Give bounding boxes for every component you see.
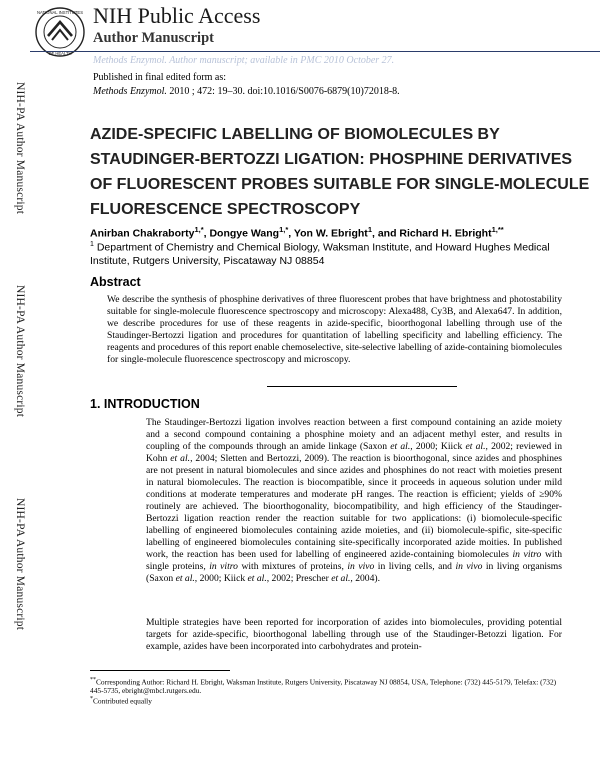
footnote xyxy=(90,676,560,695)
footnote-text: Contributed equally xyxy=(93,696,152,706)
introduction-heading: 1. INTRODUCTION xyxy=(90,397,200,411)
footnote-rule xyxy=(90,670,230,671)
footnote-text: Corresponding Author: Richard H. Ebright, Waksman Institute, Rutgers University, Piscataway NJ 08854, USA, Telephone: (732) 445-5179, Telefax: (732) 445-5735, ebright@mbcl.rutgers.edu. xyxy=(90,677,557,696)
footnote-sup: ** xyxy=(90,677,96,683)
availability-note: Methods Enzymol. Author manuscript; available in PMC 2010 October 27. xyxy=(93,55,395,66)
citation-details: 2010 ; 472: 19–30. doi:10.1016/S0076-6879(10)72018-8. xyxy=(169,86,400,97)
journal-name: Methods Enzymol. xyxy=(93,86,167,97)
text-run: , 2004; Sletten and Bertozzi, 2009). The reaction is bioorthogonal, since azides and phosphines are not present in natural biomolecules and since azides and phosphines do not react with moieties present in natural biomolecules. The reaction is biocompatible, since it proceeds in aqueous solution under mild conditions at moderate temperatures and moderate pH ranges. The reaction is efficient; yields of ≥90% routinely are achieved. The bioorthogonality, biocompatibility, and high efficiency of the Staudinger-Bertozzi ligation reaction render the reaction suitable for two applications: (i) biomolecule-specific labelling of engineered biomolecules containing azide moieties, and (ii) biomolecule-spific, site-specific labelling of engineered biomolecules containing site-specifically incorporated azide moities. In published work, the reaction has been used for labelling of engineered azide-containing biomolecules xyxy=(146,453,563,560)
affiliation-text: Department of Chemistry and Chemical Biology, Waksman Institute, and Howard Hughes Medical Institute, Rutgers University, Piscataway NJ 08854 xyxy=(90,241,550,267)
citation xyxy=(93,86,400,97)
text-run: in living organisms (Saxon xyxy=(146,561,562,584)
header-rule xyxy=(30,51,600,52)
author-sup: 1,* xyxy=(279,225,289,234)
text-run: , 2000; Kiick xyxy=(194,573,248,584)
text-run: in vitro xyxy=(512,549,542,560)
text-run: , 2004). xyxy=(350,573,380,584)
introduction-paragraph-2: Multiple strategies have been reported for incorporation of azides into biomolecules, providing potential targets for azide-specific, bioorthogonal labelling through use of the Staudinger-Betozzi ligation. For example, azides have been incorporated into carbohydrates and protein- xyxy=(146,617,562,652)
paper-title: AZIDE-SPECIFIC LABELLING OF BIOMOLECULES BY STAUDINGER-BERTOZZI LIGATION: PHOSPHINE DERIVATIVES OF FLUORESCENT PROBES SUITABLE FOR SINGLE-MOLECULE FLUORESCENCE SPECTROSCOPY xyxy=(90,126,590,218)
text-run: in vitro xyxy=(209,561,238,572)
svg-text:NATIONAL INSTITUTES: NATIONAL INSTITUTES xyxy=(36,10,84,15)
text-run: The Staudinger-Bertozzi ligation involves reaction between a first compound containing an azide moiety and a second compound containing a phosphine moiety and an adjacent methyl ester, and results in coupling of the compounds through an amide linkage (Saxon xyxy=(146,417,562,452)
side-banner: NIH-PA Author Manuscript xyxy=(14,285,26,418)
affiliation xyxy=(90,238,580,269)
footnote xyxy=(90,695,560,705)
author-name: Dongye Wang xyxy=(209,227,280,240)
author-name: Richard H. Ebright xyxy=(399,227,492,240)
text-run: , 2000; Kiick xyxy=(410,441,466,452)
side-banner: NIH-PA Author Manuscript xyxy=(14,498,26,631)
author-name: Yon W. Ebright xyxy=(293,227,368,240)
text-run: in vivo xyxy=(455,561,483,572)
published-label: Published in final edited form as: xyxy=(93,72,227,83)
affiliation-sup: 1 xyxy=(90,241,94,248)
author-sup: 1,* xyxy=(194,225,204,234)
abstract-text: We describe the synthesis of phosphine derivatives of three fluorescent probes that have brightness and photostability suitable for single-molecule fluorescence spectroscopy and microscopy: Alexa488, Cy3B, and Alexa647. In addition, we describe procedures for use of these reagents in azide-specific, bioorthogonal labelling through use of the Staudinger-Bertozzi ligation and procedures for quantitation of labelling specificity and labelling efficiency. The reagents and procedures of this report enable chemoselective, site-selective labelling of azide-containing biomolecules for single-molecule fluorescence spectroscopy and microscopy. xyxy=(107,294,562,365)
abstract-rule xyxy=(267,386,457,387)
text-run: et al. xyxy=(175,573,195,584)
text-run: , 2002; reviewed in Kohn xyxy=(146,441,563,464)
text-run: in vivo xyxy=(347,561,375,572)
nih-public-access-title: NIH Public Access xyxy=(93,3,261,28)
text-run: with single proteins, xyxy=(146,549,562,572)
introduction-paragraph-1 xyxy=(146,417,562,585)
text-run: et al. xyxy=(331,573,351,584)
text-run: et al. xyxy=(390,441,411,452)
author-list: Anirban Chakraborty$^{1,*}$, Dongye Wang$^{1,*}$, Yon W. Ebright$^1$, and Richard H. Ebright$^{1,**}$ xyxy=(90,225,504,240)
text-run: , 2002; Prescher xyxy=(266,573,332,584)
svg-text:OF HEALTH: OF HEALTH xyxy=(48,51,72,56)
footnote-sup: * xyxy=(90,696,93,703)
text-run: et al. xyxy=(247,573,267,584)
text-run: et al. xyxy=(465,441,486,452)
text-run: et al. xyxy=(170,453,191,464)
footnotes xyxy=(90,676,560,706)
author-sup: 1 xyxy=(367,225,372,234)
author-manuscript-label: Author Manuscript xyxy=(93,30,214,46)
side-banner: NIH-PA Author Manuscript xyxy=(14,82,26,215)
abstract-heading: Abstract xyxy=(90,275,141,289)
author-sup: 1,** xyxy=(491,225,504,234)
text-run: with mixtures of proteins, xyxy=(237,561,348,572)
text-run: in living cells, and xyxy=(374,561,456,572)
author-name: Anirban Chakraborty xyxy=(90,227,195,240)
